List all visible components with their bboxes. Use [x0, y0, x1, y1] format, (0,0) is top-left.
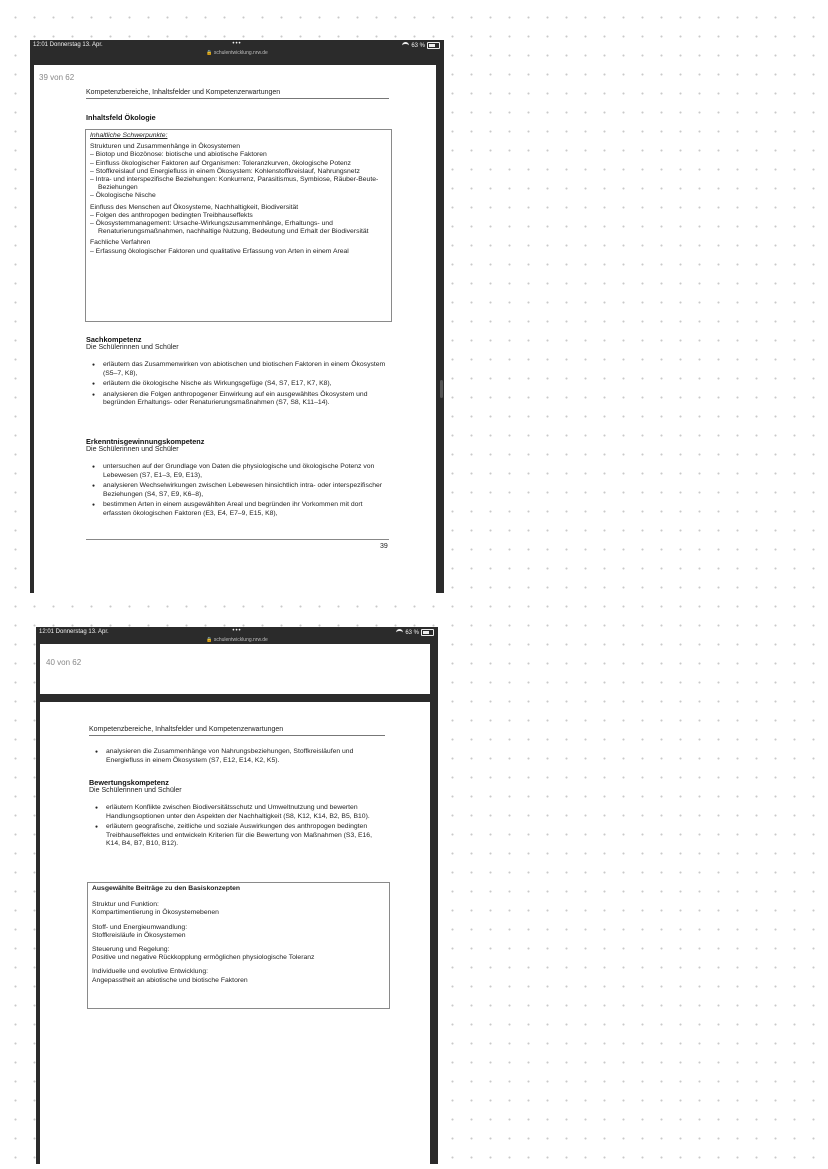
- battery-percent: 63 %: [405, 629, 419, 636]
- url-text: schulentwicklung.nrw.de: [213, 637, 268, 643]
- erkenntnis-intro: Die Schülerinnen und Schüler: [86, 446, 179, 453]
- page-number: 39: [380, 543, 388, 550]
- concept-label: Struktur und Funktion:: [92, 901, 159, 909]
- sach-title: Sachkompetenz: [86, 335, 142, 344]
- url-bar[interactable]: 🔒 schulentwicklung.nrw.de: [206, 637, 268, 643]
- concept-label: Steuerung und Regelung:: [92, 946, 170, 954]
- list-item: ● analysieren die Zusammenhänge von Nahrungsbeziehungen, Stoffkreisläufen und Energiefluss in einem Ökosystem (S7, E12, E14, K2, K5).: [89, 748, 385, 765]
- status-right: [402, 42, 440, 49]
- page-header: Kompetenzbereiche, Inhaltsfelder und Kompetenzerwartungen: [89, 726, 385, 736]
- concept-label: Individuelle und evolutive Entwicklung:: [92, 968, 208, 976]
- sach-intro: Die Schülerinnen und Schüler: [86, 344, 179, 351]
- concept-value: Stoffkreisläufe in Ökosystemen: [92, 931, 186, 939]
- page-counter: 40 von 62: [46, 658, 82, 667]
- box-line: – Ökologische Nische: [90, 192, 156, 200]
- field-title: Inhaltsfeld Ökologie: [86, 113, 156, 122]
- box-line: – Stoffkreislauf und Energiefluss in einem Ökosystem: Kohlenstoffkreislauf, Nahrungsnetz: [90, 167, 360, 175]
- screenshot-page-39: [30, 40, 444, 593]
- sach-list: [86, 361, 386, 410]
- bewertung-list: [89, 804, 385, 851]
- box-title: Inhaltliche Schwerpunkte:: [90, 132, 168, 139]
- bewertung-intro: Die Schülerinnen und Schüler: [89, 787, 182, 794]
- page-counter: 39 von 62: [39, 73, 75, 82]
- battery-percent: 63 %: [411, 42, 425, 49]
- erkenntnis-title: Erkenntnisgewinnungskompetenz: [86, 437, 205, 446]
- url-text: schulentwicklung.nrw.de: [213, 50, 268, 56]
- box-title: Ausgewählte Beiträge zu den Basiskonzepten: [92, 885, 241, 892]
- list-item: ● analysieren Wechselwirkungen zwischen Lebewesen hinsichtlich intra- oder interspezifischer Beziehungen (S4, S7, E9, K6–8),: [86, 482, 386, 499]
- pdf-page: [34, 65, 436, 593]
- box-line: – Ökosystemmanagement: Ursache-Wirkungszusammenhänge, Erhaltungs- und Renaturierungsmaßnahmen, nachhaltige Nutzung, Bedeutung und Erhalt der Biodiversität: [90, 220, 369, 236]
- carry-list: [89, 748, 385, 767]
- multitask-dots[interactable]: •••: [232, 628, 242, 634]
- box-line: Strukturen und Zusammenhänge in Ökosystemen: [90, 143, 240, 151]
- concept-value: Kompartimentierung in Ökosystemebenen: [92, 909, 219, 917]
- status-time: 12:01 Donnerstag 13. Apr.: [33, 42, 103, 48]
- box-line: – Intra- und interspezifische Beziehungen: Konkurrenz, Parasitismus, Symbiose, Räuber-Beute-Beziehungen: [90, 176, 379, 192]
- box-line: Einfluss des Menschen auf Ökosysteme, Nachhaltigkeit, Biodiversität: [90, 203, 299, 211]
- pdf-page: [40, 702, 430, 1164]
- box-line: – Erfassung ökologischer Faktoren und qualitative Erfassung von Arten in einem Areal: [90, 247, 349, 255]
- list-item: ● analysieren die Folgen anthropogener Einwirkung auf ein ausgewähltes Ökosystem und begründen Erhaltungs- oder Renaturierungsmaßnahmen (S7, S8, K11–14).: [86, 391, 386, 408]
- screenshot-page-40: [36, 627, 438, 1164]
- basiskonzepte-box: [87, 882, 390, 1009]
- schwerpunkte-box: [85, 129, 392, 322]
- list-item: ● erläutern geografische, zeitliche und soziale Auswirkungen des anthropogen bedingten Treibhauseffektes und entwickeln Kriterien für die Bewertung von Maßnahmen (S3, E16, K14, B4, B7, B10, B12).: [89, 823, 385, 849]
- list-item: ● erläutern die ökologische Nische als Wirkungsgefüge (S4, S7, E17, K7, K8),: [86, 380, 386, 389]
- split-view-handle[interactable]: [440, 380, 443, 398]
- list-item: ● bestimmen Arten in einem ausgewählten Areal und begründen ihr Vorkommen mit dort erfassten ökologischen Faktoren (E3, E4, E7–9, E15, K8),: [86, 501, 386, 518]
- list-item: ● untersuchen auf der Grundlage von Daten die physiologische und ökologische Potenz von Lebewesen (S7, E1–3, E9, E13),: [86, 463, 386, 480]
- battery-icon: [421, 629, 434, 636]
- list-item: ● erläutern Konflikte zwischen Biodiversitätsschutz und Umweltnutzung und bewerten Handlungsoptionen unter den Aspekten der Nachhaltigkeit (S8, K12, K14, B2, B5, B10).: [89, 804, 385, 821]
- concept-label: Stoff- und Energieumwandlung:: [92, 923, 188, 931]
- concept-value: Angepasstheit an abiotische und biotische Faktoren: [92, 976, 248, 984]
- page-header: Kompetenzbereiche, Inhaltsfelder und Kompetenzerwartungen: [86, 89, 389, 99]
- wifi-icon: [402, 42, 409, 49]
- box-line: – Folgen des anthropogen bedingten Treibhauseffekts: [90, 211, 253, 219]
- list-item: ● erläutern das Zusammenwirken von abiotischen und biotischen Faktoren in einem Ökosystem (S5–7, K8),: [86, 361, 386, 378]
- erkenntnis-list: [86, 463, 386, 521]
- bewertung-title: Bewertungskompetenz: [89, 778, 169, 787]
- box-line: – Biotop und Biozönose: biotische und abiotische Faktoren: [90, 151, 267, 159]
- concept-value: Positive und negative Rückkopplung ermöglichen physiologische Toleranz: [92, 954, 315, 962]
- battery-icon: [427, 42, 440, 49]
- wifi-icon: [396, 629, 403, 636]
- multitask-dots[interactable]: •••: [232, 41, 242, 47]
- url-bar[interactable]: 🔒 schulentwicklung.nrw.de: [206, 50, 268, 56]
- status-right: [396, 629, 434, 636]
- box-line: Fachliche Verfahren: [90, 239, 151, 247]
- page-counter-card: [40, 644, 430, 694]
- status-time: 12:01 Donnerstag 13. Apr.: [39, 629, 109, 635]
- page-footer-rule: [86, 539, 389, 540]
- box-line: – Einfluss ökologischer Faktoren auf Organismen: Toleranzkurven, ökologische Potenz: [90, 159, 351, 167]
